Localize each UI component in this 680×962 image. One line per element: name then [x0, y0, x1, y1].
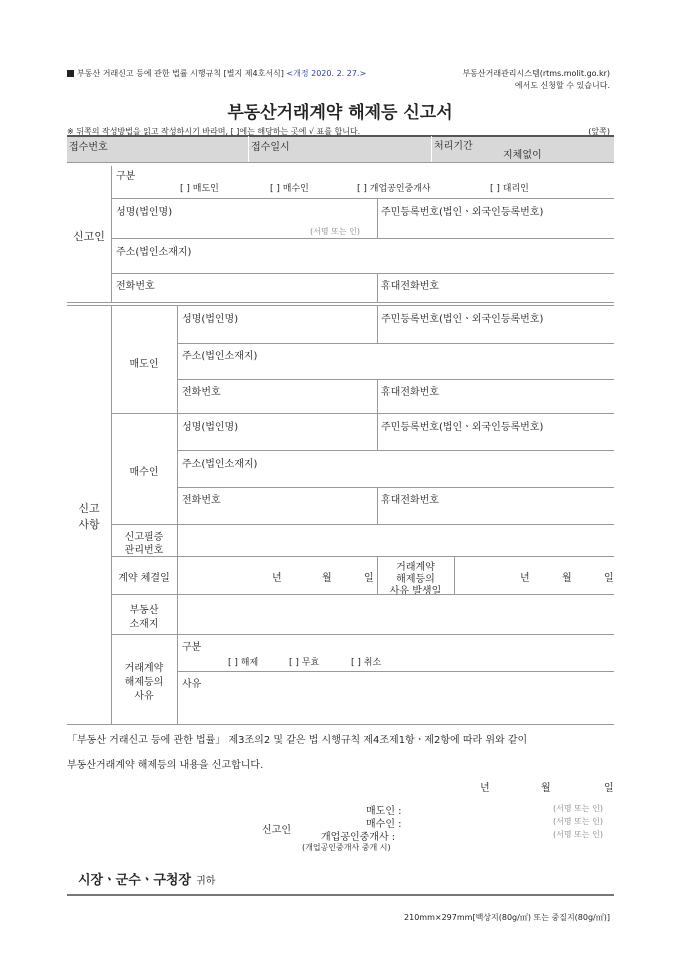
- agent-sign-hint: (서명 또는 인): [553, 830, 603, 839]
- paper-spec-footer: 210mm×297mm[백상지(80g/㎡) 또는 중질지(80g/㎡)]: [404, 913, 610, 922]
- signer-buyer: 매수인 :: [366, 819, 402, 830]
- seller-id-label: 주민등록번호(법인ㆍ외국인등록번호): [381, 314, 544, 325]
- signer-seller: 매도인 :: [366, 806, 402, 817]
- signer-agent: 개업공인중개사 :: [321, 832, 396, 843]
- cancel-date-label-1: 거래계약: [396, 562, 435, 573]
- cancel-day: 일: [604, 573, 614, 584]
- recipient: [78, 869, 215, 888]
- option-buyer[interactable]: [ ] 매수인: [270, 184, 309, 194]
- cancel-date-label-3: 사유 발생일: [389, 586, 442, 597]
- buyer-label: 매수인: [129, 467, 159, 478]
- reporter-section-label: 신고인: [73, 230, 105, 243]
- report-section-label-2: 사항: [78, 518, 100, 531]
- recipient-suffix: 귀하: [196, 876, 216, 887]
- processing-period-value: 지체없이: [503, 150, 542, 161]
- cancel-year: 년: [520, 573, 530, 584]
- revision-date: <개정 2020. 2. 27.>: [286, 69, 367, 78]
- seller-name-label: 성명(법인명): [182, 314, 239, 325]
- instruction-text: ※ 뒤쪽의 작성방법을 읽고 작성하시기 바라며, [ ]에는 해당하는 곳에 √ 표를 합니다.: [67, 127, 361, 136]
- page-side: (앞쪽): [588, 127, 610, 136]
- statement-line-1: 「부동산 거래신고 등에 관한 법률」 제3조의2 및 같은 법 시행규칙 제4조제1항ㆍ제2항에 따라 위와 같이: [67, 735, 528, 746]
- signer-label: 신고인: [262, 825, 291, 836]
- date-year: 년: [480, 783, 490, 794]
- signer-agent-note: (개업공인중개사 중개 시): [302, 843, 391, 852]
- cancel-month: 월: [562, 573, 572, 584]
- cert-label-2: 관리번호: [124, 545, 164, 556]
- processing-period-label: 처리기간: [434, 141, 473, 152]
- form-title: 부동산거래계약 해제등 신고서: [227, 103, 453, 123]
- property-label-2: 소재지: [129, 619, 159, 630]
- contract-date-label: 계약 체결일: [118, 573, 170, 584]
- reason-type-label: 구분: [182, 642, 202, 653]
- buyer-name-label: 성명(법인명): [182, 422, 239, 433]
- reason-option-void[interactable]: [ ] 무효: [289, 658, 320, 668]
- buyer-phone-label: 전화번호: [182, 495, 221, 506]
- law-ref-text: 부동산 거래신고 등에 관한 법률 시행규칙 [별지 제4호서식]: [77, 69, 284, 78]
- system-line-2: 에서도 신청할 수 있습니다.: [514, 81, 610, 90]
- seller-label: 매도인: [129, 359, 159, 370]
- property-label-1: 부동산: [129, 605, 159, 616]
- system-line-1: 부동산거래관리시스템(rtms.molit.go.kr): [462, 69, 610, 78]
- reason-label-3: 사유: [134, 691, 154, 702]
- option-seller[interactable]: [ ] 매도인: [180, 184, 219, 194]
- statement-line-2: 부동산거래계약 해제등의 내용을 신고합니다.: [67, 760, 264, 771]
- seller-address-label: 주소(법인소재지): [182, 351, 258, 362]
- date-month: 월: [541, 783, 551, 794]
- reporter-id-label: 주민등록번호(법인ㆍ외국인등록번호): [381, 207, 544, 218]
- contract-year: 년: [272, 573, 282, 584]
- reporter-name-label: 성명(법인명): [116, 207, 173, 218]
- buyer-id-label: 주민등록번호(법인ㆍ외국인등록번호): [381, 422, 544, 433]
- cert-label-1: 신고필증: [124, 532, 164, 543]
- seller-phone-label: 전화번호: [182, 387, 221, 398]
- receipt-date-label: 접수일시: [251, 142, 290, 153]
- reporter-mobile-label: 휴대전화번호: [381, 281, 439, 292]
- buyer-sign-hint: (서명 또는 인): [553, 817, 603, 826]
- option-proxy[interactable]: [ ] 대리인: [490, 184, 529, 194]
- reporter-type-label: 구분: [116, 171, 136, 182]
- seller-sign-hint: (서명 또는 인): [553, 804, 603, 813]
- law-reference: [67, 68, 366, 79]
- date-day: 일: [604, 783, 614, 794]
- reporter-phone-label: 전화번호: [116, 281, 155, 292]
- reason-label-2: 해제등의: [124, 677, 164, 688]
- buyer-mobile-label: 휴대전화번호: [381, 495, 439, 506]
- contract-day: 일: [364, 573, 374, 584]
- seller-mobile-label: 휴대전화번호: [381, 387, 439, 398]
- reason-option-cancel[interactable]: [ ] 해제: [228, 658, 259, 668]
- square-bullet-icon: [67, 70, 74, 77]
- recipient-title: 시장ㆍ군수ㆍ구청장: [78, 873, 192, 888]
- buyer-address-label: 주소(법인소재지): [182, 459, 258, 470]
- cancel-date-label-2: 해제등의: [396, 574, 435, 585]
- contract-month: 월: [322, 573, 332, 584]
- reason-label-1: 거래계약: [124, 663, 164, 674]
- option-agent[interactable]: [ ] 개업공인중개사: [357, 184, 431, 194]
- reporter-sign-hint: (서명 또는 인): [310, 227, 360, 236]
- reason-option-revoke[interactable]: [ ] 취소: [351, 658, 382, 668]
- report-section-label-1: 신고: [78, 502, 100, 515]
- reason-text-label: 사유: [182, 679, 202, 690]
- reporter-address-label: 주소(법인소재지): [116, 247, 192, 258]
- receipt-number-label: 접수번호: [69, 142, 108, 153]
